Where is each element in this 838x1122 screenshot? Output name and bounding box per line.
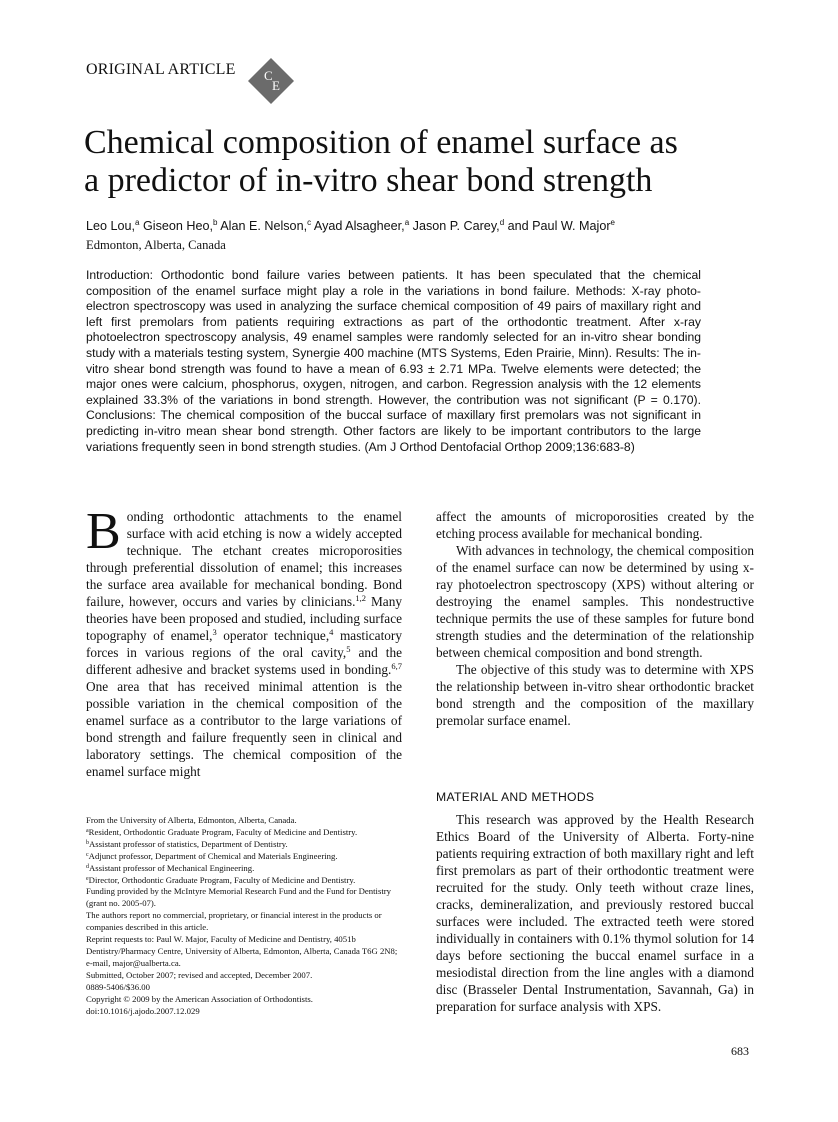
footnote-role: $^a$Resident, Orthodontic Graduate Program, Faculty of Medicine and Dentistry. xyxy=(86,826,358,837)
footnote-reprint: Reprint requests to: Paul W. Major, Faculty of Medicine and Dentistry, 4051b Dentistry/Pharmacy Centre, University of Alberta, Edmonton, Alberta, Canada T6G 2N8; e-mail, major@ualberta.ca. xyxy=(86,934,398,968)
footnote-submitted: Submitted, October 2007; revised and accepted, December 2007. xyxy=(86,969,313,980)
footnote-copyright: Copyright © 2009 by the American Association of Orthodontists. xyxy=(86,993,313,1004)
footnote-role: $^e$Director, Orthodontic Graduate Program, Faculty of Medicine and Dentistry. xyxy=(86,874,356,885)
title-line-2: a predictor of in-vitro shear bond strength xyxy=(84,162,653,199)
footnotes xyxy=(86,815,402,1017)
abstract: Introduction: Orthodontic bond failure varies between patients. It has been speculated that the chemical composition of the enamel surface might play a role in the variations in bond failure. Methods: X-ray photo-electron spectroscopy was used in analyzing the surface chemical composition of 49 pairs of maxillary right and left first premolars from patients requiring extractions as part of the orthodontic treatment. After x-ray photoelectron spectroscopy analysis, 49 enamel samples were randomly selected for an in-vitro shear bonding study with a materials testing system, Synergie 400 machine (MTS Systems, Eden Prairie, Minn). Results: The in-vitro shear bond strength was found to have a mean of 6.93 ± 2.71 MPa. Twelve elements were detected; the major ones were calcium, phosphorus, oxygen, nitrogen, and carbon. Regression analysis with the 12 elements explained 33.3% of the variations in bond strength. However, the contribution was not significant (P = 0.170). Conclusions: The chemical composition of the buccal surface of maxillary first premolars was not significant in predicting in-vitro mean shear bond strength. Other factors are likely to be important contributors to the large variations frequently seen in bond strength studies. (Am J Orthod Dentofacial Orthop 2009;136:683-8) xyxy=(86,268,701,454)
footnote-funding: Funding provided by the McIntyre Memorial Research Fund and the Fund for Dentistry (grant no. 2005-07). xyxy=(86,886,391,909)
footnote-role: $^b$Assistant professor of statistics, Department of Dentistry. xyxy=(86,838,288,849)
footnote-institution: From the University of Alberta, Edmonton, Alberta, Canada. xyxy=(86,815,297,825)
author-affiliation-mark: b xyxy=(213,218,218,227)
article-title xyxy=(84,124,764,200)
badge-letter-c: C xyxy=(264,68,273,83)
author-affiliation-mark: a xyxy=(135,218,140,227)
author-affiliation-mark: e xyxy=(610,218,615,227)
author-affiliation-mark: a xyxy=(404,218,410,227)
footnote-disclosure: The authors report no commercial, proprietary, or financial interest in the products or companies described in this article. xyxy=(86,910,382,933)
text-run: operator technique, xyxy=(216,628,330,643)
citation-mark: 4 xyxy=(329,627,334,637)
introduction-paragraph xyxy=(86,503,402,779)
text-run: and the different adhesive and bracket systems used in bonding. xyxy=(86,645,402,677)
text-run: One area that has received minimal attention is the possible variation in the chemical composition of the enamel surface as a contributor to the large variations of bond strength and failure frequently seen in clinical and laboratory settings. The chemical composition of the enamel surface might xyxy=(86,679,402,779)
text-run: onding orthodontic attachments to the enamel surface with acid etching is now a widely accepted technique. The etchant creates microporosities through preferential dissolution of enamel; this increases the surface area available for mechanical bonding. Bond failure, however, occurs and varies by clinicians. xyxy=(86,509,402,609)
citation-mark: 6,7 xyxy=(391,661,402,671)
author-name: Ayad Alsagheer, xyxy=(313,219,405,233)
methods-text xyxy=(436,811,754,1015)
author-name: Giseon Heo, xyxy=(142,219,213,233)
page-number: 683 xyxy=(731,1044,749,1058)
citation-mark: 3 xyxy=(212,627,217,637)
introduction-text xyxy=(86,503,402,780)
author-name: Paul W. Major xyxy=(532,219,611,233)
footnote-doi: doi:10.1016/j.ajodo.2007.12.029 xyxy=(86,1005,200,1016)
text-run: masticatory forces in various regions of the oral cavity, xyxy=(86,628,402,660)
footnote-role: $^c$Adjunct professor, Department of Chemical and Materials Engineering. xyxy=(86,850,338,861)
right-column-text xyxy=(436,508,754,729)
footnote-issn: 0889-5406/$36.00 xyxy=(86,981,150,992)
author-list: Leo Lou,$^a$ Giseon Heo,$^b$ Alan E. Nelson,$^c$ Ayad Alsagheer,$^a$ Jason P. Carey,$^d$ and Paul W. Major$^e$ xyxy=(86,218,615,233)
footnote-role: $^d$Assistant professor of Mechanical Engineering. xyxy=(86,862,255,873)
author-affiliation-mark: c xyxy=(307,218,312,227)
drop-cap: B xyxy=(86,503,121,560)
citation-mark: 5 xyxy=(346,644,351,654)
paragraph: affect the amounts of microporosities created by the etching process available for mechanical bonding. xyxy=(436,509,754,541)
author-location: Edmonton, Alberta, Canada xyxy=(86,238,226,252)
author-name: Jason P. Carey, xyxy=(412,219,500,233)
text-run: Many theories have been proposed and studied, including surface topography of enamel, xyxy=(86,594,402,643)
citation-mark: 1,2 xyxy=(355,593,367,603)
section-heading-methods: MATERIAL AND METHODS xyxy=(436,790,595,804)
title-line-1: Chemical composition of enamel surface as xyxy=(84,124,678,161)
continuing-education-badge xyxy=(246,56,296,106)
section-label: ORIGINAL ARTICLE xyxy=(86,61,236,78)
badge-letter-e: E xyxy=(272,78,280,93)
paragraph: The objective of this study was to determine with XPS the relationship between in-vitro shear orthodontic bracket bond strength and the composition of the maxillary premolar surface enamel. xyxy=(436,662,754,728)
paragraph: With advances in technology, the chemical composition of the enamel surface can now be determined by using x-ray photoelectron spectroscopy (XPS) without altering or destroying the enamel samples. This nondestructive technique permits the use of these samples for future bond strength studies and the determination of the relationship between chemical composition and bond strength. xyxy=(436,543,754,660)
paragraph: This research was approved by the Health Research Ethics Board of the University of Alberta. Forty-nine patients requiring extraction of both maxillary right and left first premolars as part of their orthodontic treatment were recruited for the study. Only teeth without craze lines, cracks, demineralization, and previously restored buccal surfaces were included. The extracted teeth were stored individually in containers with 0.1% thymol solution for 14 days before sectioning the buccal enamel surface in a mesiodistal direction from the line angles with a diamond disc (Brasseler Dental Instrumentation, Savannah, Ga) in preparation for surface analysis with XPS. xyxy=(436,812,754,1014)
email-link[interactable]: major@ualberta.ca xyxy=(112,957,179,968)
author-name: Alan E. Nelson, xyxy=(220,219,308,233)
author-name: Leo Lou, xyxy=(86,219,136,233)
author-affiliation-mark: d xyxy=(499,218,505,227)
